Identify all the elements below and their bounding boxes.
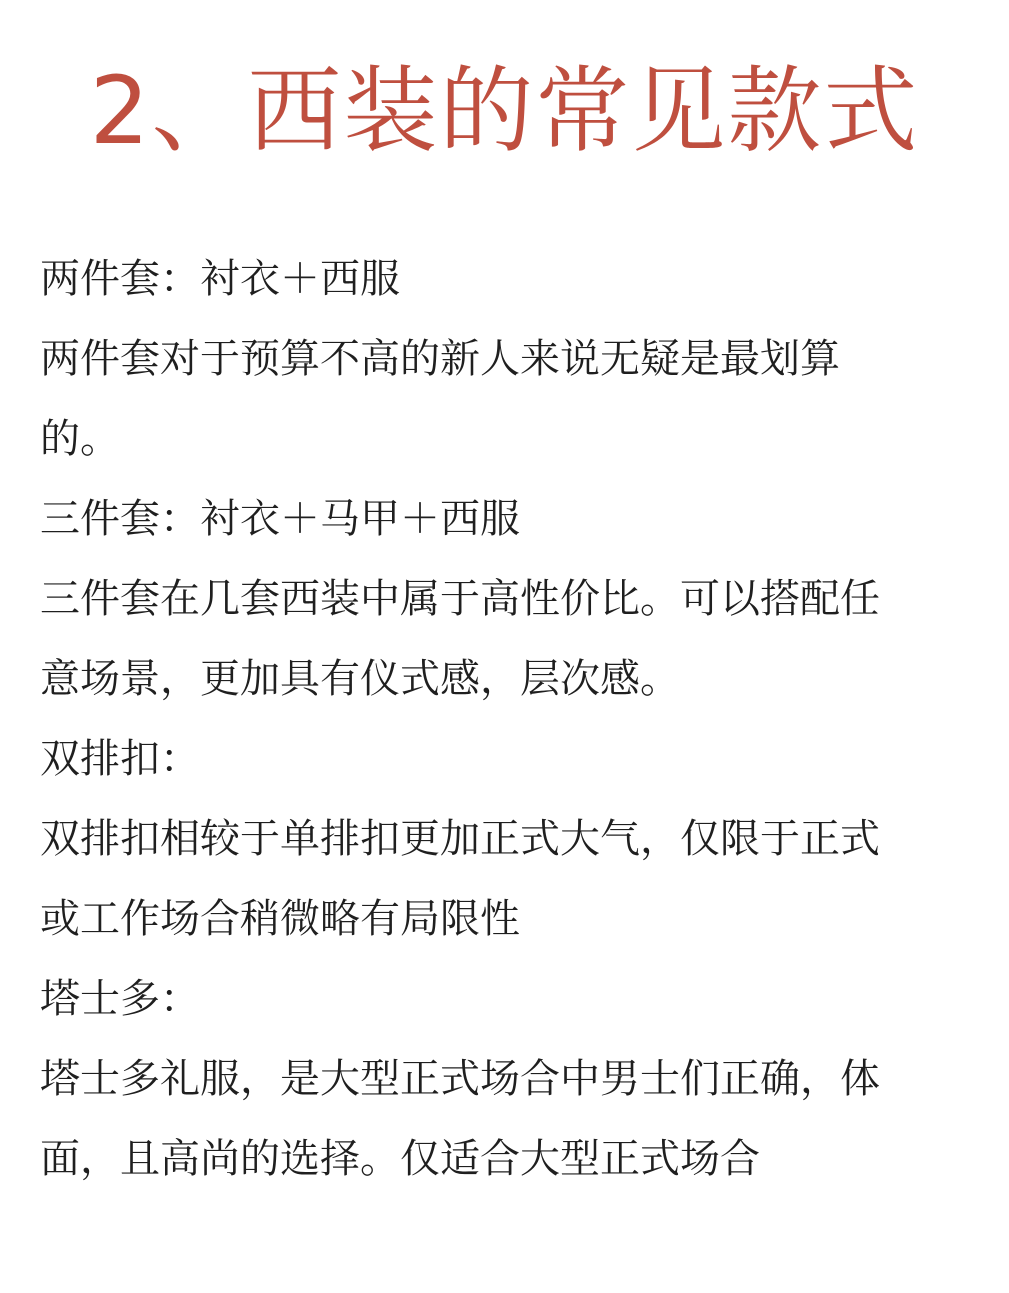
text-line-double-breasted-heading: 双排扣： [40, 736, 200, 782]
text-line-tuxedo-desc-1: 塔士多礼服，是大型正式场合中男士们正确，体 [40, 1056, 880, 1102]
text-line-tuxedo-desc-2: 面，且高尚的选择。仅适合大型正式场合 [40, 1136, 760, 1182]
text-line-two-piece-desc-1: 两件套对于预算不高的新人来说无疑是最划算 [40, 336, 840, 382]
text-line-three-piece-heading: 三件套：衬衣＋马甲＋西服 [40, 496, 520, 542]
text-line-two-piece-heading: 两件套：衬衣＋西服 [40, 256, 400, 302]
content-body [40, 239, 970, 1199]
text-line-three-piece-desc-2: 意场景，更加具有仪式感，层次感。 [40, 656, 680, 702]
text-line-double-breasted-desc-1: 双排扣相较于单排扣更加正式大气，仅限于正式 [40, 816, 880, 862]
text-line-tuxedo-heading: 塔士多： [40, 976, 200, 1022]
text-line-double-breasted-desc-2: 或工作场合稍微略有局限性 [40, 896, 520, 942]
text-line-three-piece-desc-1: 三件套在几套西装中属于高性价比。可以搭配任 [40, 576, 880, 622]
text-line-two-piece-desc-2: 的。 [40, 416, 120, 462]
page-title: 2、西装的常见款式 [89, 57, 920, 166]
